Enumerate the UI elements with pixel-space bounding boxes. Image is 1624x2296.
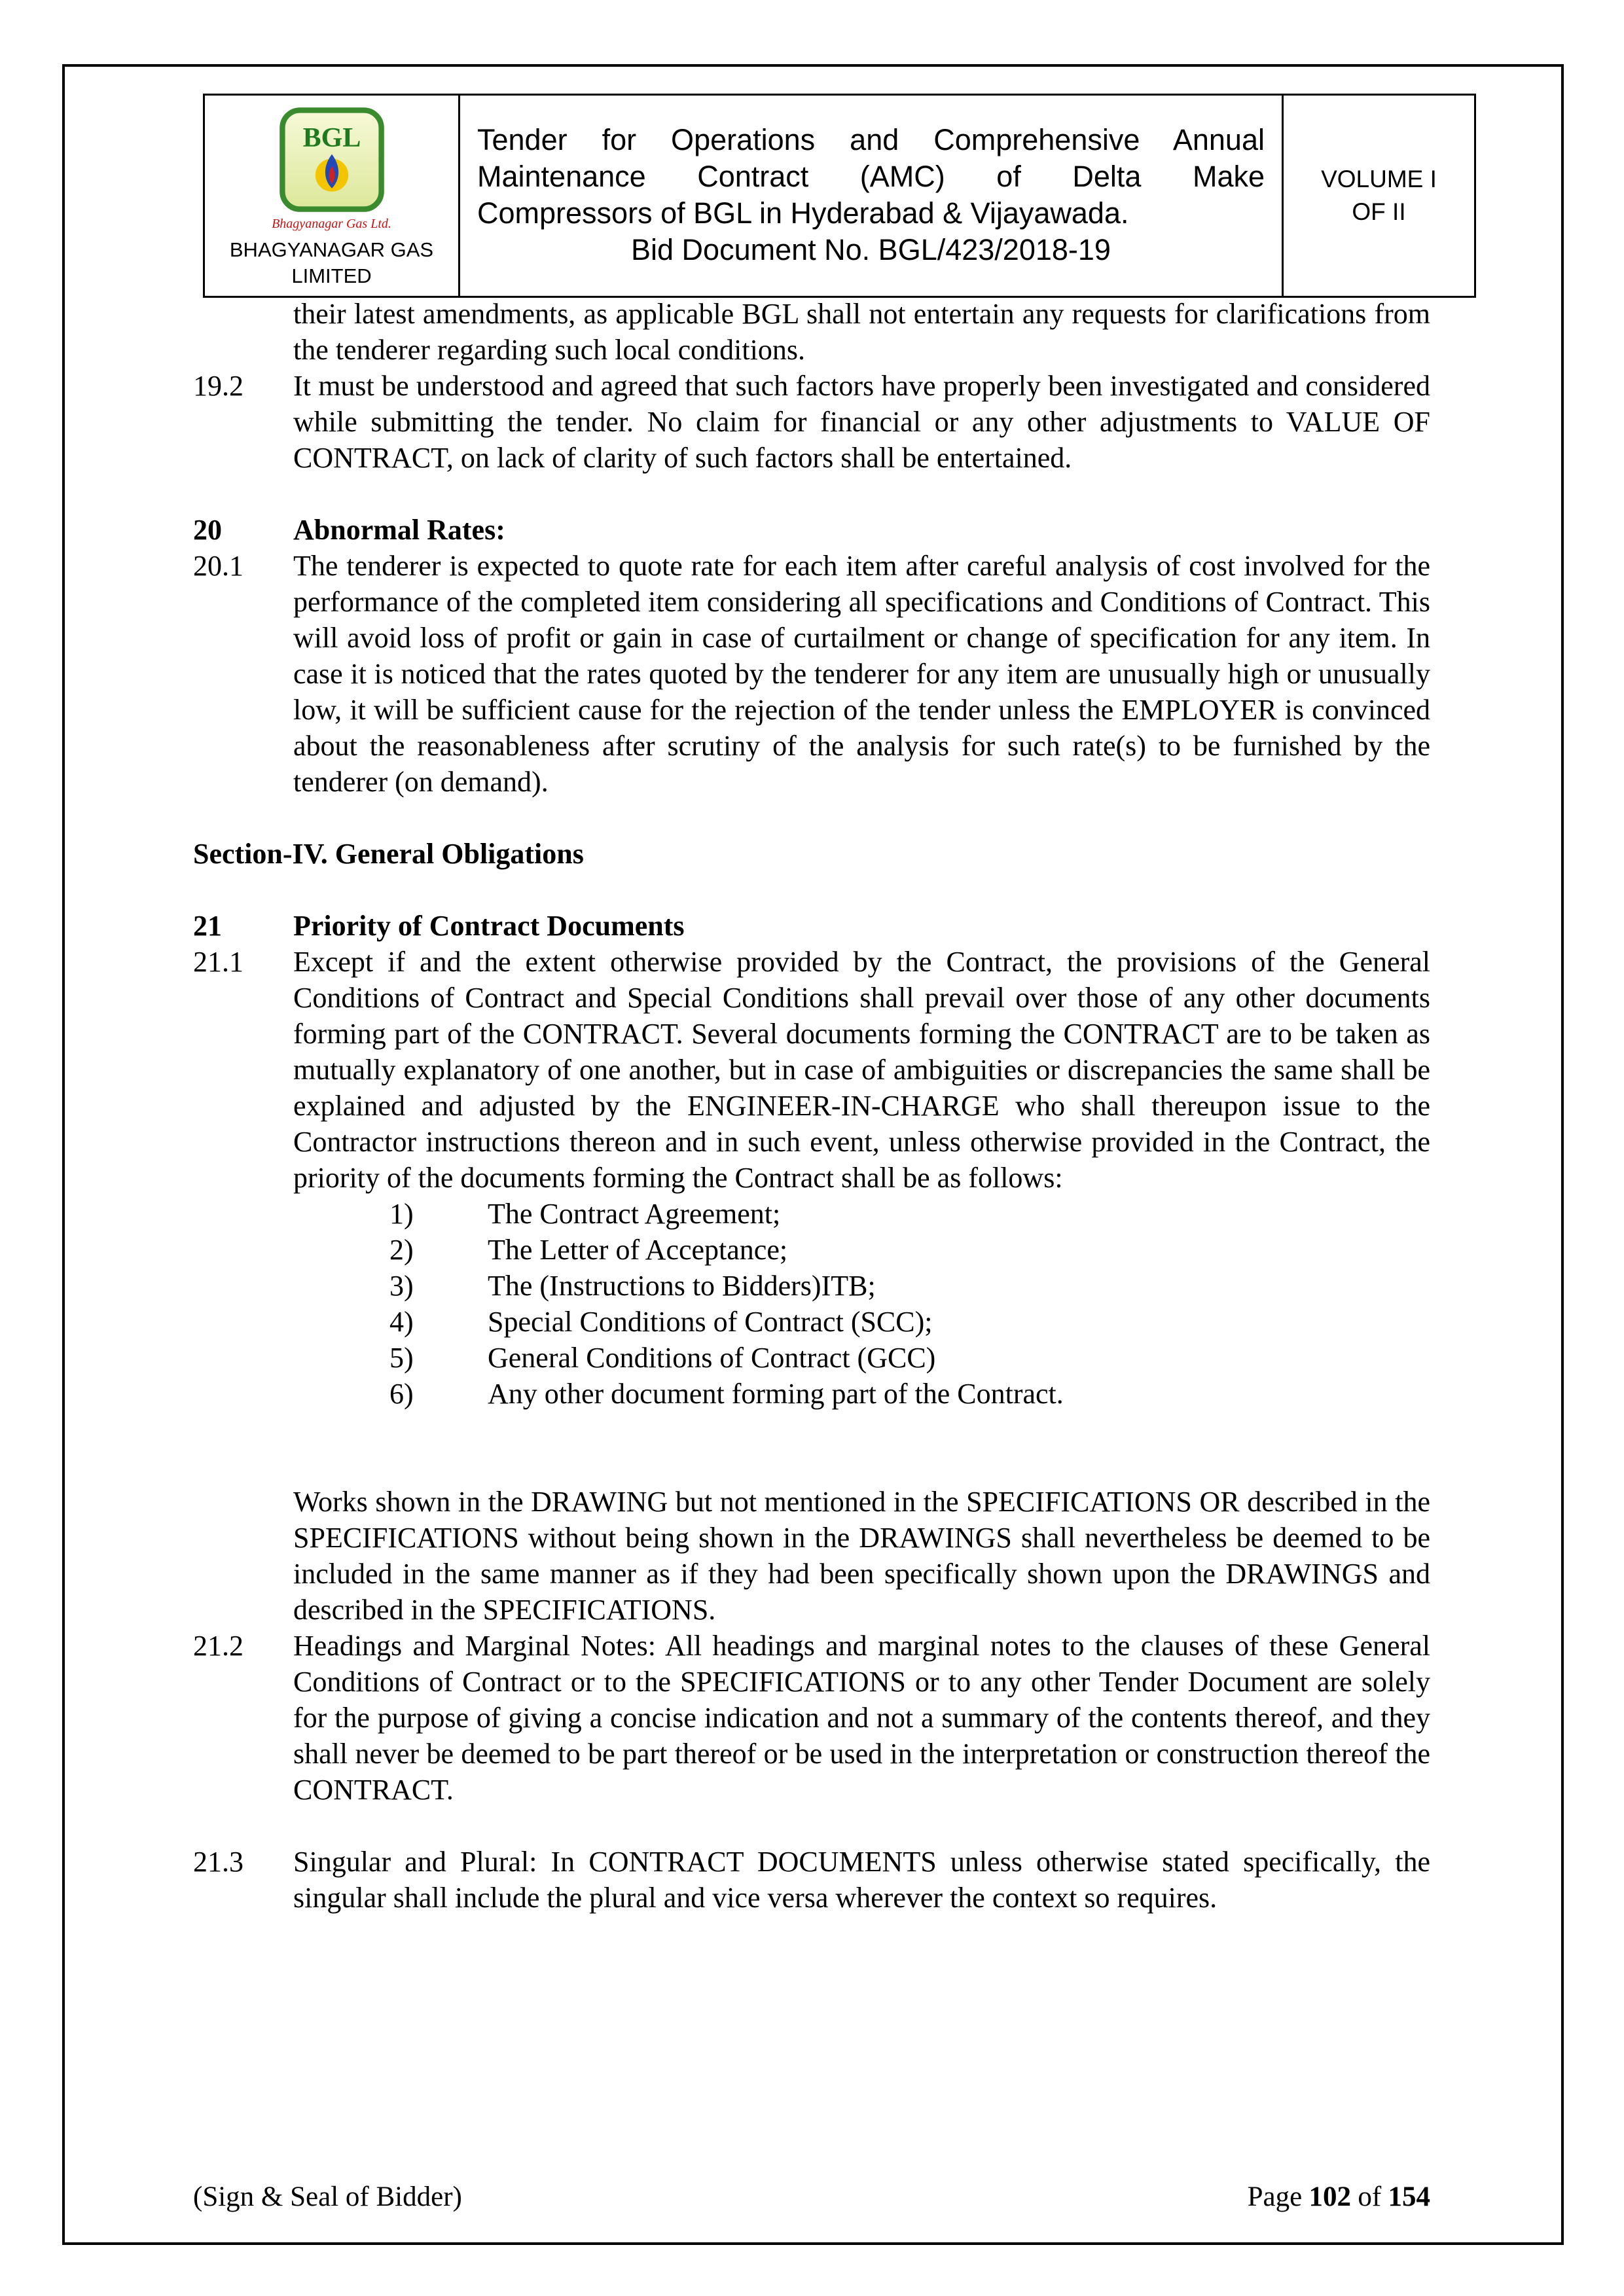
blank-line (193, 476, 1430, 512)
clause-text: their latest amendments, as applicable BGL shall not entertain any requests for clarifications from the tenderer regarding such local conditions. (293, 298, 1430, 366)
logo-monogram: BGL (302, 122, 361, 153)
tender-title-line-2: Maintenance Contract (AMC) of Delta Make (477, 160, 1265, 193)
bgl-logo-icon (277, 105, 387, 215)
logo-cell (204, 95, 460, 297)
blank-line (193, 1808, 1430, 1844)
page-footer (193, 2179, 1430, 2215)
header-table (203, 94, 1476, 298)
list-marker: 3) (389, 1270, 414, 1302)
sign-seal-label: (Sign & Seal of Bidder) (193, 2181, 462, 2212)
clause-number: 20 (193, 514, 222, 546)
list-item (193, 1376, 1430, 1412)
clause-paragraph (193, 944, 1430, 1196)
clause-paragraph (193, 368, 1430, 476)
volume-line-2: OF II (1352, 198, 1406, 225)
clause-heading (193, 512, 1430, 548)
blank-line (193, 800, 1430, 836)
list-marker: 6) (389, 1378, 414, 1410)
clause-paragraph (193, 1844, 1430, 1916)
list-text: Special Conditions of Contract (SCC); (488, 1306, 933, 1338)
list-item (193, 1268, 1430, 1304)
list-text: The Letter of Acceptance; (488, 1234, 788, 1266)
bid-document-no: Bid Document No. BGL/423/2018-19 (631, 233, 1111, 266)
clause-text: It must be understood and agreed that such factors have properly been investigated and considered while submitting the tender. No claim for financial or any other adjustments to VALUE OF CONTRACT, on lack of clarity of such factors shall be entertained. (293, 370, 1430, 474)
clause-number: 21.2 (193, 1630, 244, 1662)
blank-line (193, 872, 1430, 908)
page-of-label: of (1358, 2181, 1382, 2212)
clause-number: 21 (193, 910, 222, 942)
blank-line (193, 1412, 1430, 1448)
page-total: 154 (1388, 2181, 1430, 2212)
tender-title-line-3: Compressors of BGL in Hyderabad & Vijayawada. (477, 196, 1129, 230)
clause-paragraph (193, 1484, 1430, 1628)
list-marker: 1) (389, 1198, 414, 1230)
volume-line-1: VOLUME I (1321, 166, 1437, 192)
clause-text: Section-IV. General Obligations (193, 838, 584, 870)
list-marker: 2) (389, 1234, 414, 1266)
tender-title-line-1: Tender for Operations and Comprehensive Annual (477, 123, 1265, 156)
clause-text: The tenderer is expected to quote rate for each item after careful analysis of cost involved for the performance of the completed item considering all specifications and Conditions of Contract. This will avoid loss of profit or gain in case of curtailment or change of specification for any item. In case it is noticed that the rates quoted by the tenderer for any item are unusually high or unusually low, it will be sufficient cause for the rejection of the tender unless the EMPLOYER is convinced about the reasonableness after scrutiny of the analysis for such rate(s) to be furnished by the tenderer (on demand). (293, 550, 1430, 798)
list-text: The (Instructions to Bidders)ITB; (488, 1270, 876, 1302)
clause-number: 21.3 (193, 1846, 244, 1878)
list-marker: 4) (389, 1306, 414, 1338)
list-item (193, 1232, 1430, 1268)
clause-paragraph (193, 296, 1430, 368)
section-heading (193, 836, 1430, 872)
list-item (193, 1196, 1430, 1232)
page-label: Page (1247, 2181, 1303, 2212)
clause-number: 20.1 (193, 550, 244, 582)
list-item (193, 1340, 1430, 1376)
list-marker: 5) (389, 1342, 414, 1374)
priority-list (193, 1196, 1430, 1412)
clause-paragraph (193, 1628, 1430, 1808)
clause-number: 19.2 (193, 370, 244, 402)
clause-text: Abnormal Rates: (293, 514, 505, 546)
clause-heading (193, 908, 1430, 944)
clause-paragraph (193, 548, 1430, 800)
list-text: Any other document forming part of the Contract. (488, 1378, 1064, 1410)
clause-number: 21.1 (193, 946, 244, 978)
page-number-indicator (1248, 2179, 1430, 2215)
volume-cell (1283, 95, 1475, 297)
document-body (193, 296, 1430, 1916)
clause-text: Except if and the extent otherwise provided by the Contract, the provisions of the General Conditions of Contract and Special Conditions shall prevail over those of any other documents forming part of the CONTRACT. Several documents forming the CONTRACT are to be taken as mutually explanatory of one another, but in case of ambiguities or discrepancies the same shall be explained and adjusted by the ENGINEER-IN-CHARGE who shall thereupon issue to the Contractor instructions thereon and in such event, unless otherwise provided in the Contract, the priority of the documents forming the Contract shall be as follows: (293, 946, 1430, 1194)
clause-text: Priority of Contract Documents (293, 910, 685, 942)
clause-text: Singular and Plural: In CONTRACT DOCUMENTS unless otherwise stated specifically, the singular shall include the plural and vice versa wherever the context so requires. (293, 1846, 1430, 1914)
list-text: General Conditions of Contract (GCC) (488, 1342, 936, 1374)
logo-caption: Bhagyanagar Gas Ltd. (272, 217, 391, 231)
list-item (193, 1304, 1430, 1340)
clause-text: Headings and Marginal Notes: All headings and marginal notes to the clauses of these General Conditions of Contract or to the SPECIFICATIONS or to any other Tender Document are solely for the purpose of giving a concise indication and not a summary of the contents thereof, and they shall never be deemed to be part thereof or be used in the interpretation or construction thereof the CONTRACT. (293, 1630, 1430, 1806)
blank-line (193, 1448, 1430, 1484)
clause-text: Works shown in the DRAWING but not mentioned in the SPECIFICATIONS OR described in the SPECIFICATIONS without being shown in the DRAWINGS shall nevertheless be deemed to be included in the same manner as if they had been specifically shown upon the DRAWINGS and described in the SPECIFICATIONS. (293, 1486, 1430, 1626)
page-number: 102 (1308, 2181, 1352, 2212)
org-name: BHAGYANAGAR GAS LIMITED (229, 238, 434, 287)
list-text: The Contract Agreement; (488, 1198, 781, 1230)
title-cell (460, 95, 1283, 297)
